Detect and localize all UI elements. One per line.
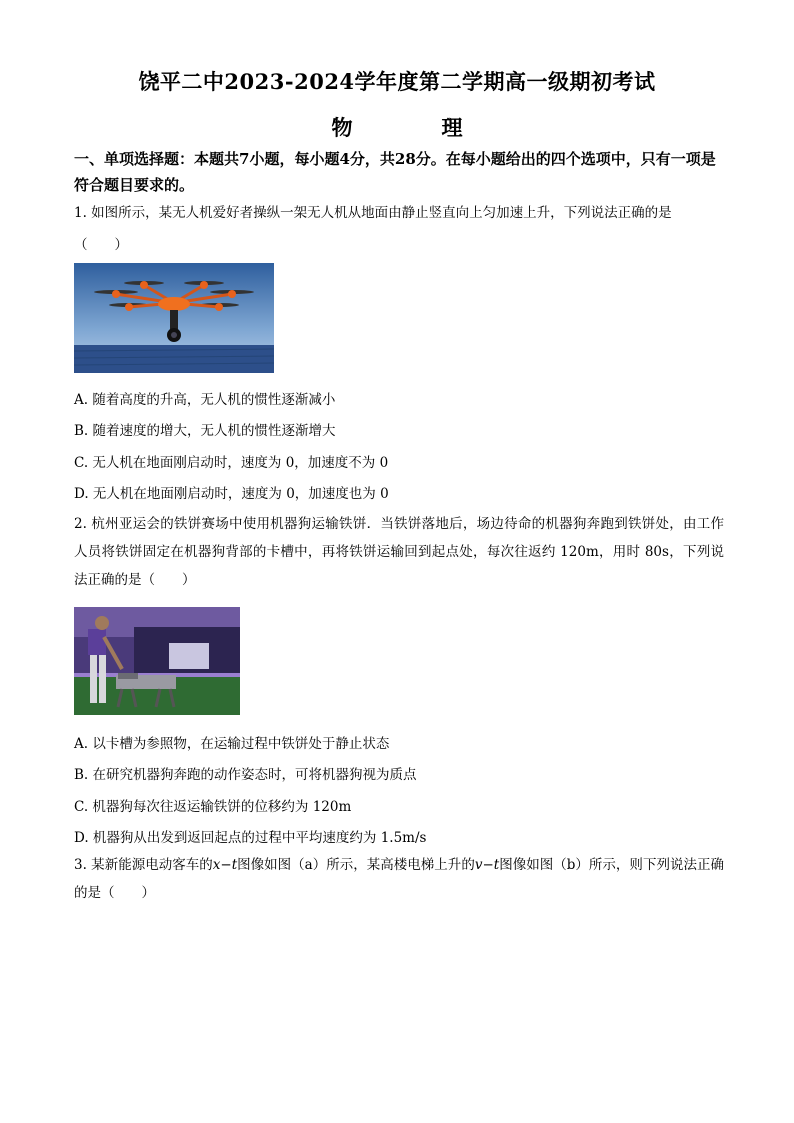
q3-stem-part-a: 3. 某新能源电动客车的 bbox=[74, 857, 213, 873]
q2-option-c: C. 机器狗每次往返运输铁饼的位移约为 120m bbox=[74, 799, 352, 815]
exam-title: 饶平二中2023-2024学年度第二学期高一级期初考试 bbox=[138, 69, 656, 94]
q2-option-a: A. 以卡槽为参照物，在运输过程中铁饼处于静止状态 bbox=[74, 736, 390, 752]
q3-stem-part-c: 图像如图（b）所示，则下列说法正确的是（ ） bbox=[74, 857, 724, 901]
q1-option-d: D. 无人机在地面刚启动时，速度为 0，加速度也为 0 bbox=[74, 486, 389, 502]
q1-option-a: A. 随着高度的升高，无人机的惯性逐渐减小 bbox=[74, 392, 336, 408]
q3-stem-part-b: 图像如图（a）所示，某高楼电梯上升的 bbox=[237, 857, 475, 873]
section-heading: 一、单项选择题：本题共7小题，每小题4分，共28分。在每小题给出的四个选项中，只有一项是符合题目要求的。 bbox=[74, 150, 716, 194]
robot-dog-photo bbox=[74, 607, 240, 715]
q3-math-xt: x−t bbox=[212, 857, 238, 873]
q2-option-d: D. 机器狗从出发到返回起点的过程中平均速度约为 1.5m/s bbox=[74, 830, 427, 846]
q1-option-c: C. 无人机在地面刚启动时，速度为 0，加速度不为 0 bbox=[74, 455, 389, 471]
q1-stem-line2: （ ） bbox=[74, 237, 128, 253]
drone-photo bbox=[74, 263, 274, 373]
q1-stem-line1: 1. 如图所示，某无人机爱好者操纵一架无人机从地面由静止竖直向上匀加速上升，下列说法正确的是 bbox=[74, 205, 672, 221]
subject-title: 物 理 bbox=[331, 115, 497, 140]
q2-option-b: B. 在研究机器狗奔跑的动作姿态时，可将机器狗视为质点 bbox=[74, 767, 417, 783]
q3-math-vt: v−t bbox=[474, 857, 500, 873]
q3-stem bbox=[74, 851, 724, 907]
robot-dog-image bbox=[74, 607, 240, 715]
q2-stem: 2. 杭州亚运会的铁饼赛场中使用机器狗运输铁饼．当铁饼落地后，场边待命的机器狗奔跑到铁饼处，由工作人员将铁饼固定在机器狗背部的卡槽中，再将铁饼运输回到起点处，每次往返约 120m，用时 80s，下列说法正确的是（ ） bbox=[74, 516, 724, 588]
drone-image bbox=[74, 263, 274, 373]
q1-option-b: B. 随着速度的增大，无人机的惯性逐渐增大 bbox=[74, 423, 336, 439]
